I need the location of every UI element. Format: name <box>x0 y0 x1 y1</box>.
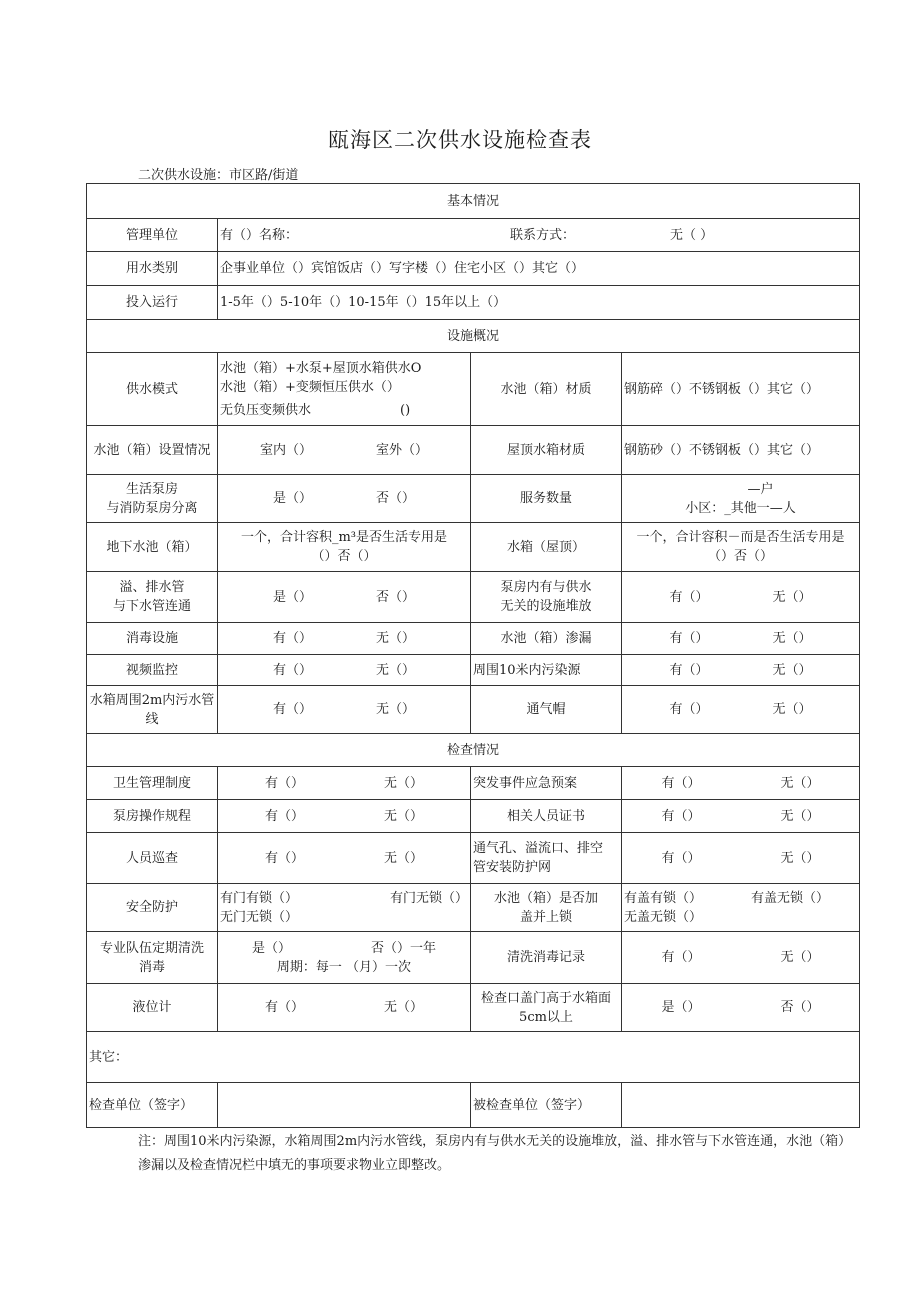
overflow-yes: 是（） <box>272 589 312 605</box>
underground-label: 地下水池（箱） <box>87 523 218 572</box>
pump-room-value[interactable] <box>622 572 860 623</box>
pump-room-has: 有（） <box>669 589 709 605</box>
hatch-label-line1: 检查口盖门高于水箱面 <box>480 990 611 1006</box>
patrol-label: 人员巡查 <box>87 833 218 884</box>
vent-net-label-line2: 管安装防护网 <box>473 860 552 875</box>
footnote: 注：周围10米内污染源，水箱周围2m内污水管线，泵房内有与供水无关的设施堆放，溢、排水管与下水管连通，水池（箱）渗漏以及检查情况栏中填无的事项要求物业立即整改。 <box>138 1134 845 1173</box>
inspectee-signature[interactable] <box>622 1083 860 1128</box>
leak-none: 无（） <box>772 631 812 646</box>
disinfect-label: 消毒设施 <box>87 623 218 655</box>
video-value[interactable] <box>218 655 471 686</box>
level-label: 液位计 <box>87 984 218 1032</box>
leak-value[interactable] <box>622 623 860 655</box>
mode-option-2: 水池（箱）+变频恒压供水（） <box>220 379 400 395</box>
clean-record-label: 清洗消毒记录 <box>471 932 622 984</box>
cover-question-line2: 盖并上锁 <box>519 909 572 925</box>
clean-label-line2: 消毒 <box>138 959 165 975</box>
pump-room-none: 无（） <box>772 589 812 605</box>
no-cover: 无盖无锁（） <box>624 909 703 925</box>
vent-value[interactable] <box>622 686 860 734</box>
other-field[interactable]: 其它： <box>87 1032 860 1083</box>
pollution-value[interactable] <box>622 655 860 686</box>
cover-unlocked: 有盖无锁（） <box>751 890 830 906</box>
overflow-label-line1: 溢、排水管 <box>119 580 185 595</box>
hatch-no: 否（） <box>780 1000 820 1015</box>
vent-net-label <box>471 833 622 884</box>
pool-outdoor: 室外（） <box>376 442 429 458</box>
separate-label-line1: 生活泵房 <box>125 481 178 497</box>
separate-yes: 是（） <box>272 491 312 506</box>
pool-location-value[interactable] <box>218 426 471 475</box>
no-door: 无门无锁（） <box>220 909 299 925</box>
mode-label: 供水模式 <box>87 353 218 426</box>
pump-rules-has: 有（） <box>264 808 304 824</box>
overflow-value[interactable] <box>218 572 471 623</box>
years-value[interactable]: 1-5年（）5-10年（）10-15年（）15年以上（） <box>218 286 860 320</box>
hygiene-value[interactable] <box>218 767 471 800</box>
subtitle: 二次供水设施：市区路/街道 <box>138 168 299 183</box>
roof-tank-line2: （）否（） <box>708 549 774 564</box>
emergency-value[interactable] <box>622 767 860 800</box>
cover-question-line1: 水池（箱）是否加 <box>493 890 598 906</box>
safety-value[interactable] <box>218 884 471 932</box>
years-label: 投入运行 <box>87 286 218 320</box>
door-unlocked: 有门无锁（） <box>389 890 468 906</box>
pool-indoor: 室内（） <box>259 442 312 458</box>
overflow-no: 否（） <box>376 589 416 605</box>
mgmt-name: 有（）名称： <box>220 227 299 243</box>
leak-label: 水池（箱）渗漏 <box>471 623 622 655</box>
clean-record-none: 无（） <box>780 950 820 965</box>
mgmt-none: 无（ ） <box>670 227 714 243</box>
hygiene-none: 无（） <box>384 775 424 791</box>
clean-label-line1: 专业队伍定期清洗 <box>99 940 204 956</box>
section-inspection: 检查情况 <box>87 734 860 767</box>
emergency-has: 有（） <box>661 775 701 791</box>
inspector-label: 检查单位（签字） <box>87 1083 218 1128</box>
patrol-value[interactable] <box>218 833 471 884</box>
pump-room-label-line2: 无关的设施堆放 <box>500 599 592 614</box>
pump-rules-value[interactable] <box>218 800 471 833</box>
vent-net-value[interactable] <box>622 833 860 884</box>
pollution-label: 周围10米内污染源 <box>471 655 622 686</box>
mode-option-3: 无负压变频供水 <box>220 402 312 418</box>
page-title: 瓯海区二次供水设施检查表 <box>328 128 592 152</box>
safety-label: 安全防护 <box>87 884 218 932</box>
door-locked: 有门有锁（） <box>220 890 299 906</box>
mgmt-label: 管理单位 <box>87 219 218 252</box>
hatch-label-line2: 5cm以上 <box>519 1009 573 1025</box>
clean-label <box>87 932 218 984</box>
certificate-label: 相关人员证书 <box>471 800 622 833</box>
pump-rules-none: 无（） <box>384 808 424 824</box>
leak-has: 有（） <box>669 631 709 646</box>
level-none: 无（） <box>384 1000 424 1015</box>
roof-material-label: 屋顶水箱材质 <box>471 426 622 475</box>
roof-material-value[interactable]: 钢筋砂（）不锈钢板（）其它（） <box>622 426 860 475</box>
underground-value[interactable] <box>218 523 471 572</box>
mgmt-value-cell[interactable] <box>218 219 860 252</box>
patrol-has: 有（） <box>264 850 304 866</box>
pump-room-label <box>471 572 622 623</box>
vent-has: 有（） <box>669 702 709 717</box>
video-label: 视频监控 <box>87 655 218 686</box>
level-value[interactable] <box>218 984 471 1032</box>
mode-options[interactable] <box>218 353 471 426</box>
disinfect-value[interactable] <box>218 623 471 655</box>
pump-rules-label: 泵房操作规程 <box>87 800 218 833</box>
clean-value[interactable] <box>218 932 471 984</box>
video-none: 无（） <box>376 662 416 678</box>
inspectee-label: 被检查单位（签字） <box>471 1083 622 1128</box>
emergency-label: 突发事件应急预案 <box>471 767 622 800</box>
separate-no: 否（） <box>376 491 416 506</box>
disinfect-none: 无（） <box>376 631 416 646</box>
mgmt-contact: 联系方式： <box>510 227 576 243</box>
roof-tank-value[interactable] <box>622 523 860 572</box>
underground-line1: 一个，合计容积_m³是否生活专用是 <box>240 530 448 545</box>
service-value[interactable] <box>622 475 860 523</box>
certificate-has: 有（） <box>661 808 701 824</box>
clean-record-has: 有（） <box>661 950 701 965</box>
overflow-label-line2: 与下水管连通 <box>112 599 191 614</box>
clean-no: 否（）一年 <box>371 940 437 956</box>
vent-none: 无（） <box>772 702 812 717</box>
clean-yes: 是（） <box>251 940 291 956</box>
hygiene-has: 有（） <box>264 775 304 791</box>
section-basic: 基本情况 <box>87 184 860 219</box>
hygiene-label: 卫生管理制度 <box>87 767 218 800</box>
hatch-yes: 是（） <box>661 1000 701 1015</box>
certificate-none: 无（） <box>780 808 820 824</box>
underground-line2: （）否（） <box>311 549 377 564</box>
roof-tank-label: 水箱（屋顶） <box>471 523 622 572</box>
roof-tank-line1: 一个，合计容积－而是否生活专用是 <box>636 530 845 545</box>
disinfect-has: 有（） <box>272 631 312 646</box>
certificate-value[interactable] <box>622 800 860 833</box>
cover-locked: 有盖有锁（） <box>624 890 703 906</box>
service-other: 小区：_其他一—人 <box>685 500 796 516</box>
sewage-none: 无（） <box>376 702 416 717</box>
hatch-label <box>471 984 622 1032</box>
overflow-label <box>87 572 218 623</box>
video-has: 有（） <box>272 662 312 678</box>
hatch-value[interactable] <box>622 984 860 1032</box>
pump-room-label-line1: 泵房内有与供水 <box>500 580 592 595</box>
vent-net-label-line1: 通气孔、溢流口、排空 <box>473 841 604 856</box>
service-households: —户 <box>747 481 774 497</box>
level-has: 有（） <box>264 1000 304 1015</box>
pool-material-label: 水池（箱）材质 <box>471 353 622 426</box>
cover-question <box>471 884 622 932</box>
patrol-none: 无（） <box>384 850 424 866</box>
cover-value[interactable] <box>622 884 860 932</box>
pollution-none: 无（） <box>772 662 812 678</box>
usage-value[interactable]: 企事业单位（）宾馆饭店（）写字楼（）住宅小区（）其它（） <box>218 252 860 286</box>
mode-option-3-mark: () <box>400 402 411 418</box>
inspection-form-table <box>86 183 860 1128</box>
sewage-value[interactable] <box>218 686 471 734</box>
separate-value[interactable] <box>218 475 471 523</box>
separate-label-line2: 与消防泵房分离 <box>106 500 198 516</box>
clean-record-value[interactable] <box>622 932 860 984</box>
mode-option-1: 水池（箱）+水泵+屋顶水箱供水O <box>220 360 422 376</box>
usage-label: 用水类别 <box>87 252 218 286</box>
pollution-has: 有（） <box>669 662 709 678</box>
service-label: 服务数量 <box>471 475 622 523</box>
clean-period: 周期：每一 （月）一次 <box>276 959 412 975</box>
vent-net-none: 无（） <box>780 850 820 866</box>
emergency-none: 无（） <box>780 775 820 791</box>
section-facility: 设施概况 <box>87 320 860 353</box>
sewage-label: 水箱周围2m内污水管线 <box>87 686 218 734</box>
inspector-signature[interactable] <box>218 1083 471 1128</box>
vent-net-has: 有（） <box>661 850 701 866</box>
sewage-has: 有（） <box>272 702 312 717</box>
pool-location-label: 水池（箱）设置情况 <box>87 426 218 475</box>
pool-material-value[interactable]: 钢筋碎（）不锈钢板（）其它（） <box>622 353 860 426</box>
vent-label: 通气帽 <box>471 686 622 734</box>
separate-label <box>87 475 218 523</box>
